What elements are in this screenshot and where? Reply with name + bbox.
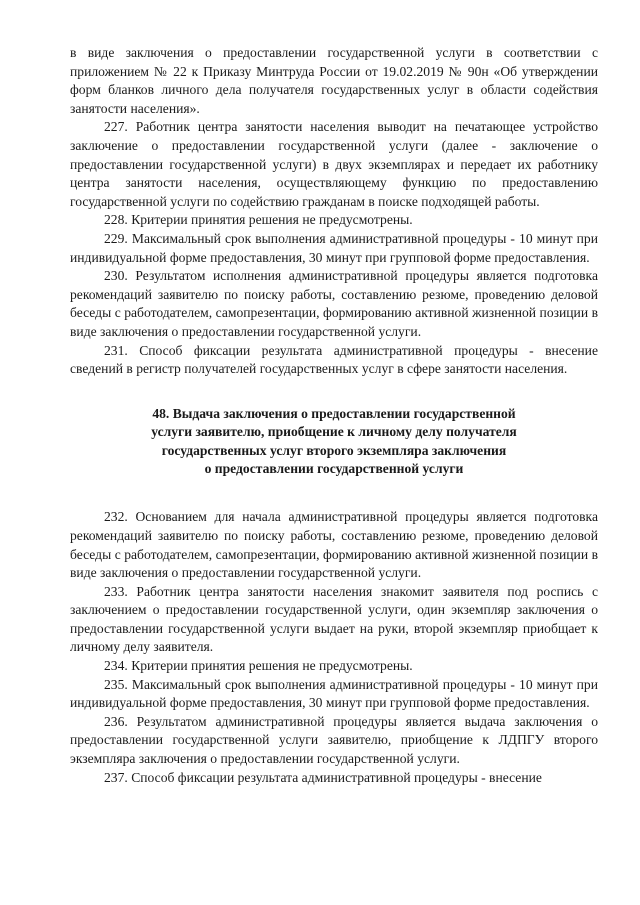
paragraph-230: 230. Результатом исполнения административной процедуры является подготовка рекомендаций заявителю по поиску работы, составлению резюме, проведению деловой беседы с работодателем, самопрезентации, формированию активной жизненной позиции в виде заключения о предоставлении государственной услуги. — [70, 268, 598, 339]
paragraph-236: 236. Результатом административной процедуры является выдача заключения о предоставлении государственной услуги заявителю, приобщение к ЛДПГУ второго экземпляра заключения о предоставлении государственной услуги. — [70, 713, 598, 767]
paragraph-227: 227. Работник центра занятости населения выводит на печатающее устройство заключение о предоставлении государственной услуги (далее - заключение о предоставлении государственной услуги) в двух экземплярах и передает их работнику центра занятости населения, осуществляющему функцию по предоставлению государственной услуги по содействию гражданам в поиске подходящей работы. — [70, 119, 598, 209]
paragraph-232: 232. Основанием для начала административной процедуры является подготовка рекомендаций заявителю по поиску работы, составлению резюме, проведению деловой беседы с работодателем, самопрезентации, формированию активной жизненной позиции в виде заключения о предоставлении государственной услуги. — [70, 509, 598, 581]
section-heading-line: 48. Выдача заключения о предоставлении государственной — [152, 405, 516, 421]
section-heading — [70, 405, 598, 479]
paragraph-237: 237. Способ фиксации результата административной процедуры - внесение — [104, 769, 542, 785]
section-heading-line: услуги заявителю, приобщение к личному делу получателя — [151, 424, 517, 440]
paragraph-234: 234. Критерии принятия решения не предусмотрены. — [104, 658, 413, 674]
paragraph-231: 231. Способ фиксации результата административной процедуры - внесение сведений в регистр получателей государственных услуг в сфере занятости населения. — [70, 342, 598, 377]
paragraph-233: 233. Работник центра занятости населения знакомит заявителя под роспись с заключением о предоставлении государственной услуги, один экземпляр заключения о предоставлении государственной услуги выдает на руки, второй экземпляр приобщает к личному делу заявителя. — [70, 583, 598, 655]
section-heading-line: государственных услуг второго экземпляра заключения — [161, 442, 507, 458]
paragraph-continuation: в виде заключения о предоставлении государственной услуги в соответствии с приложением № 22 к Приказу Минтруда России от 19.02.2019 № 90н «Об утверждении форм бланков личного дела получателя государственных услуг в области содействия занятости населения». — [70, 45, 598, 116]
section-heading-line: о предоставлении государственной услуги — [204, 460, 464, 476]
paragraph-228: 228. Критерии принятия решения не предусмотрены. — [104, 212, 413, 228]
paragraph-229: 229. Максимальный срок выполнения административной процедуры - 10 минут при индивидуальной форме предоставления, 30 минут при групповой форме предоставления. — [70, 230, 598, 265]
paragraph-235: 235. Максимальный срок выполнения административной процедуры - 10 минут при индивидуальной форме предоставления, 30 минут при групповой форме предоставления. — [70, 676, 598, 711]
